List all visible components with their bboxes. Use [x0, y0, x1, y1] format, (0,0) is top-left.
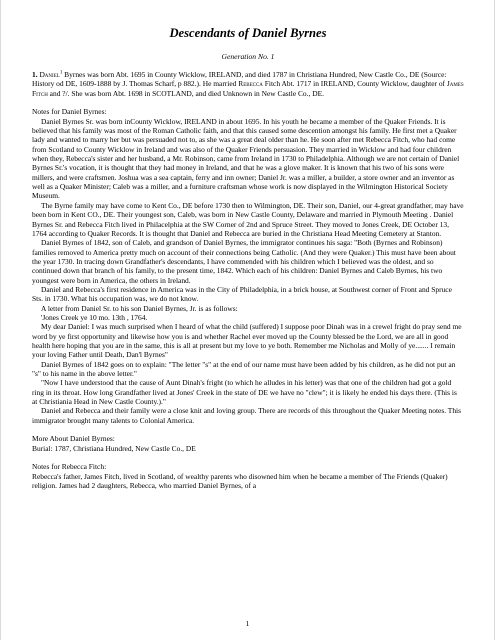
- quote-paragraph: "Now I have understood that the cause of Aunt Dinah's fright (to which he alludes in his letter) was that one of the children had got a gold ring in its throat. How long Grandfather lived at Jones' Creek in the state of DE we have no "clew"; it is likely he ended his days there. (This is at Christiania Head in New Castle County.).": [32, 378, 457, 407]
- entry-text-1: Byrnes was born Abt. 1695 in County Wicklow, IRELAND, and died 1787 in Christiana Hundred, New Castle Co., DE (Source: History od DE, 1609-1888 by J. Thomas Scharf, p 882.). He married R: [32, 70, 447, 89]
- burial-line: Burial: 1787, Christiana Hundred, New Castle Co., DE: [32, 443, 196, 453]
- page-number: 1: [245, 619, 250, 628]
- entry-name: Daniel: [39, 70, 60, 79]
- notes-paragraph: Daniel Byrnes of 1842 goes on to explain: "The letter "s" at the end of our name must have been added by his children, as he did not put an "s" to his name in the above letter.": [32, 359, 456, 378]
- entry-text-2: Fitch Abt. 1717 in IRELAND, County Wicklow, daughter of: [262, 79, 447, 89]
- document-body: [32, 70, 464, 490]
- entry-number: 1.: [32, 70, 38, 79]
- notes-paragraph: Daniel Byrnes Sr. was born inCounty Wicklow, IRELAND in about 1695. In his youth he became a member of the Quaker Friends. It is believed that his family was most of the Roman Catholic faith, and that this caused some descention amongst his family. He first met a Quaker lady and wanted to marry her but was persuaded not to, as she was a great deal older than he. He soon after met Rebecca Fitch, who had come from Scotland to County Wicklow in Ireland and was also of the Quaker Friends persuasion. They married in Wicklow and had four children when they, Rebecca's sister and her husband, a Mr. Robinson, came from Ireland in 1730 to Philadelphia. Although we are not certain of Daniel Byrnes Sr.'s vocation, it is thought that they had money in Ireland, and that he was a glove maker. It is known that his two of his sons were millers, and were craftsmen. Joshua was a sea captain, ferry and inn owner; Daniel Jr. was a miller, a builder, a store owner and an inventor as well as a Quaker Minister; Caleb was a miller, and a furniture craftsman whose work is now displayed in the Wilmington Historical Society Museum.: [32, 116, 460, 201]
- entry-superscript: 1: [59, 70, 63, 76]
- rebecca-paragraph: Rebecca's father, James Fitch, lived in Scotland, of wealthy parents who disowned him when he became a member of The Friends (Quaker) religion. James had 2 daughters, Rebecca, who married Daniel Byrnes, of a: [32, 471, 448, 491]
- notes-paragraph: Daniel Byrnes of 1842, son of Caleb, and grandson of Daniel Byrnes, the immigrator continues his saga: "Both (Byrnes and Robinson) families removed to America pretty much on account of their connections being Catholic. (And they were Quaker.) This must have been about the year 1730. In tracing down Grandfather's descendants, I have commended with his children which I believed was the oldest, and so continued down that branch of his family, to the present time, 1842. Which each of his children: Daniel Byrnes and Caleb Byrnes, his two youngest were born in America, the others in Ireland.: [32, 238, 456, 285]
- notes-paragraph: Daniel and Rebecca's first residence in America was in the City of Philadelphia, in a brick house, at Southwest corner of Front and Spruce Sts. in 1730. What his occupation was, we do not know.: [32, 284, 452, 304]
- entry-spouse: ebecca: [243, 79, 263, 89]
- notes-paragraph: A letter from Daniel Sr. to his son Daniel Byrnes, Jr. is as follows:: [41, 303, 238, 313]
- notes-paragraph: Daniel and Rebecca and their family were a close knit and loving group. There are records of this throughout the Quaker Meeting notes. This immigrator brought many talents to Colonial America.: [32, 406, 462, 425]
- page-title: Descendants of Daniel Byrnes: [169, 26, 327, 40]
- entry-father: James Fitch: [32, 79, 464, 98]
- generation-heading: Generation No. 1: [221, 52, 275, 61]
- letter-body: My dear Daniel: I was much surprised when I heard of what the child (suffered) I suppose poor Dinah was in a crewel fright do pray send me word by ye first opportunity and likewise how you is and whether Rachel ever moved up the County blessed be the Lord, we are all in good health here hoping that you are in the same, this is all at present but my love to ye both. Remember me Nicholas and Molly of ye....... I remain your loving Father until Death, Dan'l Byrnes": [32, 322, 462, 360]
- more-about-heading: More About Daniel Byrnes:: [32, 434, 115, 444]
- notes-daniel-heading: Notes for Daniel Byrnes:: [32, 107, 107, 117]
- notes-paragraph: The Byrne family may have come to Kent Co., DE before 1730 then to Wilmington, DE. Their son, Daniel, our 4-great grandfather, may have been born in Kent CO., DE. Their youngest son, Caleb, was born in New Castle County, Delaware and married in Plymouth Meeting . Daniel Byrnes Sr. and Rebecca Fitch lived in Philacelphia at the SW Corner of 2nd and Spruce Street. They moved to Jones Creek, DE October 13, 1764 according to Quaker Records. It is thought that Daniel and Rebecca are buried in the Christiana Head Meeting Cemetery at Stanton.: [32, 200, 464, 238]
- entry-paragraph: [32, 70, 464, 98]
- letter-date: 'Jones Creek ye 10 mo. 13th , 1764.: [41, 312, 148, 322]
- entry-text-3: and ?/. She was born Abt. 1698 in SCOTLAND, and died Unknown in New Castle Co., DE.: [47, 88, 325, 98]
- notes-rebecca-heading: Notes for Rebecca Fitch:: [32, 462, 107, 472]
